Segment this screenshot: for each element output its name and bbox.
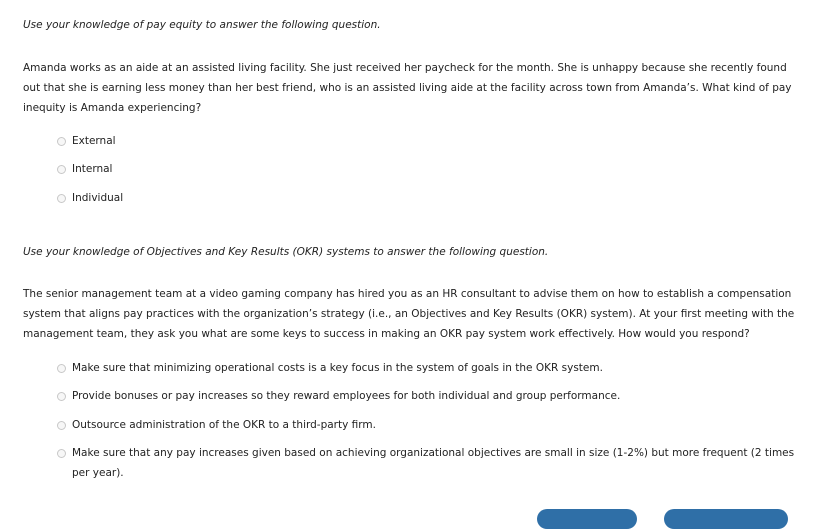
radio-button[interactable] (57, 165, 66, 174)
radio-button[interactable] (57, 392, 66, 401)
q1-option-internal[interactable] (57, 159, 797, 179)
question-1-text: Amanda works as an aide at an assisted living facility. She just received her paycheck for the month. She is unhappy because she recently found out that she is earning less money than her best friend, who is an assisted living aide at the facility across town from Amanda’s. What kind of pay inequity is Amanda experiencing? (23, 62, 792, 114)
option-label[interactable]: Provide bonuses or pay increases so they reward employees for both individual and group performance. (72, 390, 621, 402)
question-1-intro: Use your knowledge of pay equity to answer the following question. (23, 19, 381, 31)
question-2-text: The senior management team at a video gaming company has hired you as an HR consultant to advise them on how to establish a compensation system that aligns pay practices with the organization’s strategy (i.e., an Objectives and Key Results (OKR) system). At your first meeting with the management team, they ask you what are some keys to success in making an OKR pay system work effectively. How would you respond? (23, 288, 795, 340)
option-label[interactable]: Make sure that any pay increases given based on achieving organizational objectives are small in size (1-2%) but more frequent (2 times per year). (72, 447, 795, 479)
radio-button[interactable] (57, 137, 66, 146)
option-label[interactable]: External (72, 135, 116, 147)
q2-option-2[interactable] (57, 386, 797, 406)
option-label[interactable]: Make sure that minimizing operational costs is a key focus in the system of goals in the OKR system. (72, 362, 603, 374)
radio-button[interactable] (57, 194, 66, 203)
action-button-right[interactable] (664, 509, 788, 529)
action-button-left[interactable] (537, 509, 637, 529)
q2-option-3[interactable] (57, 415, 797, 435)
option-label[interactable]: Individual (72, 192, 124, 204)
q1-option-individual[interactable] (57, 188, 797, 208)
radio-button[interactable] (57, 421, 66, 430)
question-2-intro: Use your knowledge of Objectives and Key Results (OKR) systems to answer the following question. (23, 246, 549, 258)
radio-button[interactable] (57, 449, 66, 458)
q2-option-1[interactable] (57, 358, 797, 378)
q2-option-4[interactable] (57, 443, 797, 483)
radio-button[interactable] (57, 364, 66, 373)
option-label[interactable]: Internal (72, 163, 113, 175)
option-label[interactable]: Outsource administration of the OKR to a third-party firm. (72, 419, 376, 431)
q1-option-external[interactable] (57, 131, 797, 151)
